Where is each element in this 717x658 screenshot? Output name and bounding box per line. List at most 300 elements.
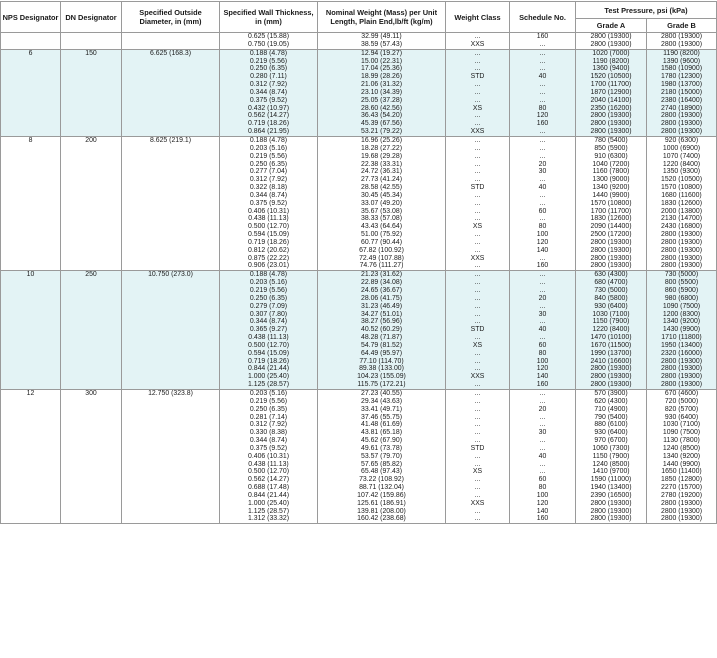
weight-class-cell: ... — [446, 476, 510, 484]
grade-a-pressure-cell: 2090 (14400) — [576, 223, 647, 231]
wall-thickness-cell: 1.125 (28.57) — [220, 381, 318, 389]
wall-thickness-cell: 0.719 (18.26) — [220, 239, 318, 247]
grade-b-pressure-cell: 1710 (11800) — [647, 334, 717, 342]
weight-class-cell: ... — [446, 398, 510, 406]
nominal-weight-cell: 67.82 (100.92) — [318, 247, 446, 255]
schedule-cell: ... — [510, 334, 576, 342]
dn-cell — [61, 398, 122, 406]
wall-thickness-cell: 0.322 (8.18) — [220, 184, 318, 192]
wall-thickness-cell: 0.500 (12.70) — [220, 468, 318, 476]
dn-cell — [61, 33, 122, 41]
table-row — [1, 120, 717, 128]
outside-diameter-cell — [122, 176, 220, 184]
wall-thickness-cell: 0.312 (7.92) — [220, 421, 318, 429]
table-row — [1, 492, 717, 500]
wall-thickness-cell: 0.312 (7.92) — [220, 176, 318, 184]
dn-cell — [61, 445, 122, 453]
schedule-cell: ... — [510, 58, 576, 66]
table-row — [1, 437, 717, 445]
header-outside-diameter: Specified Outside Diameter, in (mm) — [122, 2, 220, 33]
grade-b-pressure-cell: 920 (6300) — [647, 136, 717, 144]
nominal-weight-cell: 38.59 (57.43) — [318, 41, 446, 49]
schedule-cell: 120 — [510, 239, 576, 247]
grade-a-pressure-cell: 630 (4300) — [576, 271, 647, 279]
nominal-weight-cell: 22.89 (34.08) — [318, 279, 446, 287]
table-row — [1, 358, 717, 366]
nps-cell — [1, 326, 61, 334]
nps-cell — [1, 161, 61, 169]
grade-a-pressure-cell: 1160 (7800) — [576, 168, 647, 176]
nominal-weight-cell: 104.23 (155.09) — [318, 373, 446, 381]
wall-thickness-cell: 0.875 (22.22) — [220, 255, 318, 263]
schedule-cell: 30 — [510, 168, 576, 176]
outside-diameter-cell — [122, 453, 220, 461]
wall-thickness-cell: 1.000 (25.40) — [220, 373, 318, 381]
outside-diameter-cell — [122, 515, 220, 523]
nominal-weight-cell: 48.28 (71.87) — [318, 334, 446, 342]
nps-cell — [1, 484, 61, 492]
outside-diameter-cell — [122, 279, 220, 287]
nps-cell — [1, 303, 61, 311]
grade-b-pressure-cell: 1240 (8500) — [647, 445, 717, 453]
nominal-weight-cell: 27.23 (40.55) — [318, 389, 446, 397]
schedule-cell: 60 — [510, 208, 576, 216]
table-row — [1, 128, 717, 136]
outside-diameter-cell — [122, 161, 220, 169]
wall-thickness-cell: 0.365 (9.27) — [220, 326, 318, 334]
weight-class-cell: ... — [446, 112, 510, 120]
nps-cell — [1, 295, 61, 303]
dn-cell — [61, 295, 122, 303]
wall-thickness-cell: 0.250 (6.35) — [220, 406, 318, 414]
nominal-weight-cell: 57.65 (85.82) — [318, 461, 446, 469]
grade-b-pressure-cell: 1190 (8200) — [647, 49, 717, 57]
nominal-weight-cell: 107.42 (159.86) — [318, 492, 446, 500]
table-row — [1, 271, 717, 279]
nominal-weight-cell: 38.33 (57.08) — [318, 215, 446, 223]
grade-b-pressure-cell: 820 (5700) — [647, 406, 717, 414]
nps-cell — [1, 398, 61, 406]
outside-diameter-cell — [122, 437, 220, 445]
wall-thickness-cell: 0.279 (7.09) — [220, 303, 318, 311]
schedule-cell: ... — [510, 81, 576, 89]
weight-class-cell: ... — [446, 33, 510, 41]
outside-diameter-cell — [122, 484, 220, 492]
nominal-weight-cell: 29.34 (43.63) — [318, 398, 446, 406]
dn-cell — [61, 231, 122, 239]
nominal-weight-cell: 43.81 (65.18) — [318, 429, 446, 437]
weight-class-cell: ... — [446, 334, 510, 342]
grade-b-pressure-cell: 1570 (10800) — [647, 184, 717, 192]
nominal-weight-cell: 28.58 (42.55) — [318, 184, 446, 192]
size-group — [1, 271, 717, 390]
header-grade-a: Grade A — [576, 19, 647, 33]
weight-class-cell: ... — [446, 65, 510, 73]
schedule-cell: ... — [510, 49, 576, 57]
nominal-weight-cell: 49.61 (73.78) — [318, 445, 446, 453]
outside-diameter-cell — [122, 112, 220, 120]
table-row — [1, 468, 717, 476]
grade-b-pressure-cell: 1520 (10500) — [647, 176, 717, 184]
nps-cell — [1, 262, 61, 270]
weight-class-cell: XXS — [446, 41, 510, 49]
grade-b-pressure-cell: 1350 (9300) — [647, 168, 717, 176]
schedule-cell: ... — [510, 128, 576, 136]
schedule-cell: 40 — [510, 453, 576, 461]
schedule-cell: ... — [510, 41, 576, 49]
nominal-weight-cell: 53.21 (79.22) — [318, 128, 446, 136]
grade-b-pressure-cell: 2320 (16000) — [647, 350, 717, 358]
size-group — [1, 136, 717, 270]
nps-cell — [1, 41, 61, 49]
table-row — [1, 73, 717, 81]
nps-cell — [1, 33, 61, 41]
nps-cell — [1, 112, 61, 120]
weight-class-cell: STD — [446, 73, 510, 81]
wall-thickness-cell: 0.562 (14.27) — [220, 112, 318, 120]
grade-b-pressure-cell: 2270 (15700) — [647, 484, 717, 492]
nominal-weight-cell: 60.77 (90.44) — [318, 239, 446, 247]
wall-thickness-cell: 0.500 (12.70) — [220, 223, 318, 231]
outside-diameter-cell — [122, 414, 220, 422]
nps-cell — [1, 365, 61, 373]
grade-b-pressure-cell: 2800 (19300) — [647, 239, 717, 247]
weight-class-cell: ... — [446, 389, 510, 397]
table-row — [1, 303, 717, 311]
table-row — [1, 223, 717, 231]
wall-thickness-cell: 0.188 (4.78) — [220, 271, 318, 279]
wall-thickness-cell: 0.203 (5.16) — [220, 389, 318, 397]
nominal-weight-cell: 12.94 (19.27) — [318, 49, 446, 57]
table-row — [1, 373, 717, 381]
pipe-test-pressure-table — [0, 1, 717, 524]
weight-class-cell: ... — [446, 484, 510, 492]
outside-diameter-cell — [122, 231, 220, 239]
outside-diameter-cell — [122, 350, 220, 358]
grade-a-pressure-cell: 1410 (9700) — [576, 468, 647, 476]
outside-diameter-cell — [122, 153, 220, 161]
nominal-weight-cell: 51.00 (75.92) — [318, 231, 446, 239]
nps-cell — [1, 145, 61, 153]
grade-a-pressure-cell: 1040 (7200) — [576, 161, 647, 169]
weight-class-cell: ... — [446, 453, 510, 461]
outside-diameter-cell — [122, 239, 220, 247]
outside-diameter-cell — [122, 73, 220, 81]
outside-diameter-cell — [122, 58, 220, 66]
outside-diameter-cell — [122, 492, 220, 500]
dn-cell — [61, 161, 122, 169]
dn-cell — [61, 128, 122, 136]
grade-b-pressure-cell: 2780 (19200) — [647, 492, 717, 500]
outside-diameter-cell — [122, 381, 220, 389]
nps-cell — [1, 247, 61, 255]
grade-b-pressure-cell: 1650 (11400) — [647, 468, 717, 476]
nps-cell — [1, 373, 61, 381]
wall-thickness-cell: 0.219 (5.56) — [220, 287, 318, 295]
wall-thickness-cell: 0.203 (5.16) — [220, 279, 318, 287]
dn-cell — [61, 81, 122, 89]
schedule-cell: ... — [510, 136, 576, 144]
schedule-cell: ... — [510, 176, 576, 184]
grade-a-pressure-cell: 1520 (10500) — [576, 73, 647, 81]
weight-class-cell: ... — [446, 318, 510, 326]
outside-diameter-cell — [122, 342, 220, 350]
weight-class-cell: ... — [446, 406, 510, 414]
grade-b-pressure-cell: 2130 (14700) — [647, 215, 717, 223]
table-row — [1, 33, 717, 41]
table-row — [1, 136, 717, 144]
dn-cell — [61, 500, 122, 508]
outside-diameter-cell — [122, 406, 220, 414]
outside-diameter-cell — [122, 120, 220, 128]
wall-thickness-cell: 0.594 (15.09) — [220, 231, 318, 239]
weight-class-cell: STD — [446, 445, 510, 453]
outside-diameter-cell — [122, 215, 220, 223]
schedule-cell: 140 — [510, 373, 576, 381]
outside-diameter-cell — [122, 223, 220, 231]
dn-cell — [61, 342, 122, 350]
weight-class-cell: ... — [446, 311, 510, 319]
outside-diameter-cell — [122, 184, 220, 192]
grade-b-pressure-cell: 2000 (13800) — [647, 208, 717, 216]
dn-cell — [61, 453, 122, 461]
nps-cell — [1, 492, 61, 500]
schedule-cell: ... — [510, 437, 576, 445]
table-row — [1, 334, 717, 342]
nps-cell: 12 — [1, 389, 61, 397]
outside-diameter-cell — [122, 303, 220, 311]
grade-b-pressure-cell: 2800 (19300) — [647, 358, 717, 366]
schedule-cell: ... — [510, 421, 576, 429]
grade-a-pressure-cell: 730 (5000) — [576, 287, 647, 295]
nominal-weight-cell: 15.00 (22.31) — [318, 58, 446, 66]
grade-a-pressure-cell: 1990 (13700) — [576, 350, 647, 358]
grade-a-pressure-cell: 790 (5400) — [576, 414, 647, 422]
nps-cell — [1, 73, 61, 81]
table-row — [1, 184, 717, 192]
nominal-weight-cell: 88.71 (132.04) — [318, 484, 446, 492]
grade-a-pressure-cell: 930 (6400) — [576, 429, 647, 437]
schedule-cell: ... — [510, 468, 576, 476]
table-row — [1, 461, 717, 469]
wall-thickness-cell: 0.219 (5.56) — [220, 58, 318, 66]
weight-class-cell: ... — [446, 168, 510, 176]
table-row — [1, 381, 717, 389]
grade-b-pressure-cell: 1340 (9200) — [647, 318, 717, 326]
grade-b-pressure-cell: 1090 (7500) — [647, 429, 717, 437]
weight-class-cell: ... — [446, 192, 510, 200]
wall-thickness-cell: 0.432 (10.97) — [220, 105, 318, 113]
nps-cell — [1, 515, 61, 523]
dn-cell — [61, 373, 122, 381]
grade-a-pressure-cell: 1240 (8500) — [576, 461, 647, 469]
weight-class-cell: ... — [446, 200, 510, 208]
table-row — [1, 342, 717, 350]
dn-cell — [61, 508, 122, 516]
nominal-weight-cell: 24.72 (36.31) — [318, 168, 446, 176]
wall-thickness-cell: 1.312 (33.32) — [220, 515, 318, 523]
wall-thickness-cell: 0.500 (12.70) — [220, 342, 318, 350]
outside-diameter-cell — [122, 365, 220, 373]
dn-cell — [61, 200, 122, 208]
nominal-weight-cell: 77.10 (114.70) — [318, 358, 446, 366]
grade-b-pressure-cell: 1440 (9900) — [647, 461, 717, 469]
nps-cell — [1, 120, 61, 128]
dn-cell — [61, 421, 122, 429]
outside-diameter-cell — [122, 81, 220, 89]
nominal-weight-cell: 139.81 (208.00) — [318, 508, 446, 516]
schedule-cell: ... — [510, 398, 576, 406]
grade-a-pressure-cell: 1300 (9000) — [576, 176, 647, 184]
schedule-cell: ... — [510, 200, 576, 208]
schedule-cell: 140 — [510, 508, 576, 516]
wall-thickness-cell: 0.438 (11.13) — [220, 461, 318, 469]
weight-class-cell: XS — [446, 468, 510, 476]
table-row — [1, 453, 717, 461]
outside-diameter-cell — [122, 192, 220, 200]
schedule-cell: 20 — [510, 406, 576, 414]
grade-b-pressure-cell: 2800 (19300) — [647, 515, 717, 523]
nominal-weight-cell: 18.99 (28.26) — [318, 73, 446, 81]
wall-thickness-cell: 0.406 (10.31) — [220, 453, 318, 461]
wall-thickness-cell: 0.280 (7.11) — [220, 73, 318, 81]
wall-thickness-cell: 0.864 (21.95) — [220, 128, 318, 136]
dn-cell — [61, 41, 122, 49]
dn-cell — [61, 406, 122, 414]
dn-cell — [61, 429, 122, 437]
grade-b-pressure-cell: 2800 (19300) — [647, 381, 717, 389]
outside-diameter-cell — [122, 89, 220, 97]
schedule-cell: ... — [510, 461, 576, 469]
grade-a-pressure-cell: 2800 (19300) — [576, 515, 647, 523]
table-row — [1, 58, 717, 66]
nps-cell — [1, 311, 61, 319]
outside-diameter-cell — [122, 200, 220, 208]
grade-a-pressure-cell: 910 (6300) — [576, 153, 647, 161]
nps-cell: 8 — [1, 136, 61, 144]
nominal-weight-cell: 38.27 (56.96) — [318, 318, 446, 326]
nps-cell — [1, 414, 61, 422]
size-group — [1, 49, 717, 136]
schedule-cell: 80 — [510, 484, 576, 492]
dn-cell — [61, 334, 122, 342]
weight-class-cell: ... — [446, 49, 510, 57]
grade-a-pressure-cell: 680 (4700) — [576, 279, 647, 287]
outside-diameter-cell — [122, 168, 220, 176]
grade-a-pressure-cell: 1670 (11500) — [576, 342, 647, 350]
grade-a-pressure-cell: 710 (4900) — [576, 406, 647, 414]
table-row — [1, 279, 717, 287]
grade-a-pressure-cell: 1150 (7900) — [576, 318, 647, 326]
schedule-cell: 100 — [510, 231, 576, 239]
schedule-cell: 160 — [510, 262, 576, 270]
grade-a-pressure-cell: 2800 (19300) — [576, 365, 647, 373]
schedule-cell: ... — [510, 279, 576, 287]
weight-class-cell: ... — [446, 136, 510, 144]
grade-b-pressure-cell: 1390 (9600) — [647, 58, 717, 66]
weight-class-cell: ... — [446, 208, 510, 216]
header-schedule: Schedule No. — [510, 2, 576, 33]
nominal-weight-cell: 31.23 (46.49) — [318, 303, 446, 311]
dn-cell — [61, 176, 122, 184]
table-row — [1, 255, 717, 263]
grade-a-pressure-cell: 1870 (12900) — [576, 89, 647, 97]
nominal-weight-cell: 74.76 (111.27) — [318, 262, 446, 270]
schedule-cell: 30 — [510, 429, 576, 437]
table-row — [1, 41, 717, 49]
weight-class-cell: STD — [446, 326, 510, 334]
nominal-weight-cell: 33.41 (49.71) — [318, 406, 446, 414]
dn-cell: 200 — [61, 136, 122, 144]
schedule-cell: 100 — [510, 358, 576, 366]
outside-diameter-cell — [122, 476, 220, 484]
weight-class-cell: ... — [446, 145, 510, 153]
grade-b-pressure-cell: 2800 (19300) — [647, 41, 717, 49]
table-row — [1, 262, 717, 270]
schedule-cell: ... — [510, 318, 576, 326]
table-row — [1, 295, 717, 303]
dn-cell — [61, 262, 122, 270]
grade-a-pressure-cell: 2800 (19300) — [576, 500, 647, 508]
weight-class-cell: ... — [446, 437, 510, 445]
nominal-weight-cell: 28.06 (41.75) — [318, 295, 446, 303]
grade-a-pressure-cell: 2800 (19300) — [576, 120, 647, 128]
nps-cell — [1, 192, 61, 200]
dn-cell — [61, 358, 122, 366]
wall-thickness-cell: 0.688 (17.48) — [220, 484, 318, 492]
schedule-cell: ... — [510, 445, 576, 453]
grade-a-pressure-cell: 1190 (8200) — [576, 58, 647, 66]
nps-cell — [1, 406, 61, 414]
nominal-weight-cell: 45.62 (67.90) — [318, 437, 446, 445]
grade-a-pressure-cell: 1030 (7100) — [576, 311, 647, 319]
nps-cell — [1, 215, 61, 223]
schedule-cell: 160 — [510, 120, 576, 128]
wall-thickness-cell: 0.406 (10.31) — [220, 208, 318, 216]
nominal-weight-cell: 65.48 (97.43) — [318, 468, 446, 476]
wall-thickness-cell: 0.250 (6.35) — [220, 295, 318, 303]
nps-cell — [1, 358, 61, 366]
dn-cell: 250 — [61, 271, 122, 279]
nps-cell — [1, 128, 61, 136]
weight-class-cell: ... — [446, 508, 510, 516]
nominal-weight-cell: 54.79 (81.52) — [318, 342, 446, 350]
weight-class-cell: ... — [446, 295, 510, 303]
nominal-weight-cell: 24.65 (36.67) — [318, 287, 446, 295]
grade-b-pressure-cell: 800 (5500) — [647, 279, 717, 287]
wall-thickness-cell: 0.906 (23.01) — [220, 262, 318, 270]
outside-diameter-cell — [122, 326, 220, 334]
wall-thickness-cell: 0.219 (5.56) — [220, 153, 318, 161]
grade-a-pressure-cell: 570 (3900) — [576, 389, 647, 397]
grade-a-pressure-cell: 2350 (16200) — [576, 105, 647, 113]
nominal-weight-cell: 23.10 (34.39) — [318, 89, 446, 97]
table-row — [1, 326, 717, 334]
weight-class-cell: ... — [446, 381, 510, 389]
weight-class-cell: XXS — [446, 128, 510, 136]
grade-a-pressure-cell: 850 (5900) — [576, 145, 647, 153]
schedule-cell: 120 — [510, 500, 576, 508]
grade-a-pressure-cell: 2800 (19300) — [576, 381, 647, 389]
wall-thickness-cell: 0.844 (21.44) — [220, 492, 318, 500]
grade-a-pressure-cell: 2800 (19300) — [576, 373, 647, 381]
header-wall-thickness: Specified Wall Thickness, in (mm) — [220, 2, 318, 33]
weight-class-cell: ... — [446, 58, 510, 66]
schedule-cell: ... — [510, 215, 576, 223]
schedule-cell: ... — [510, 389, 576, 397]
nominal-weight-cell: 27.73 (41.24) — [318, 176, 446, 184]
dn-cell — [61, 168, 122, 176]
